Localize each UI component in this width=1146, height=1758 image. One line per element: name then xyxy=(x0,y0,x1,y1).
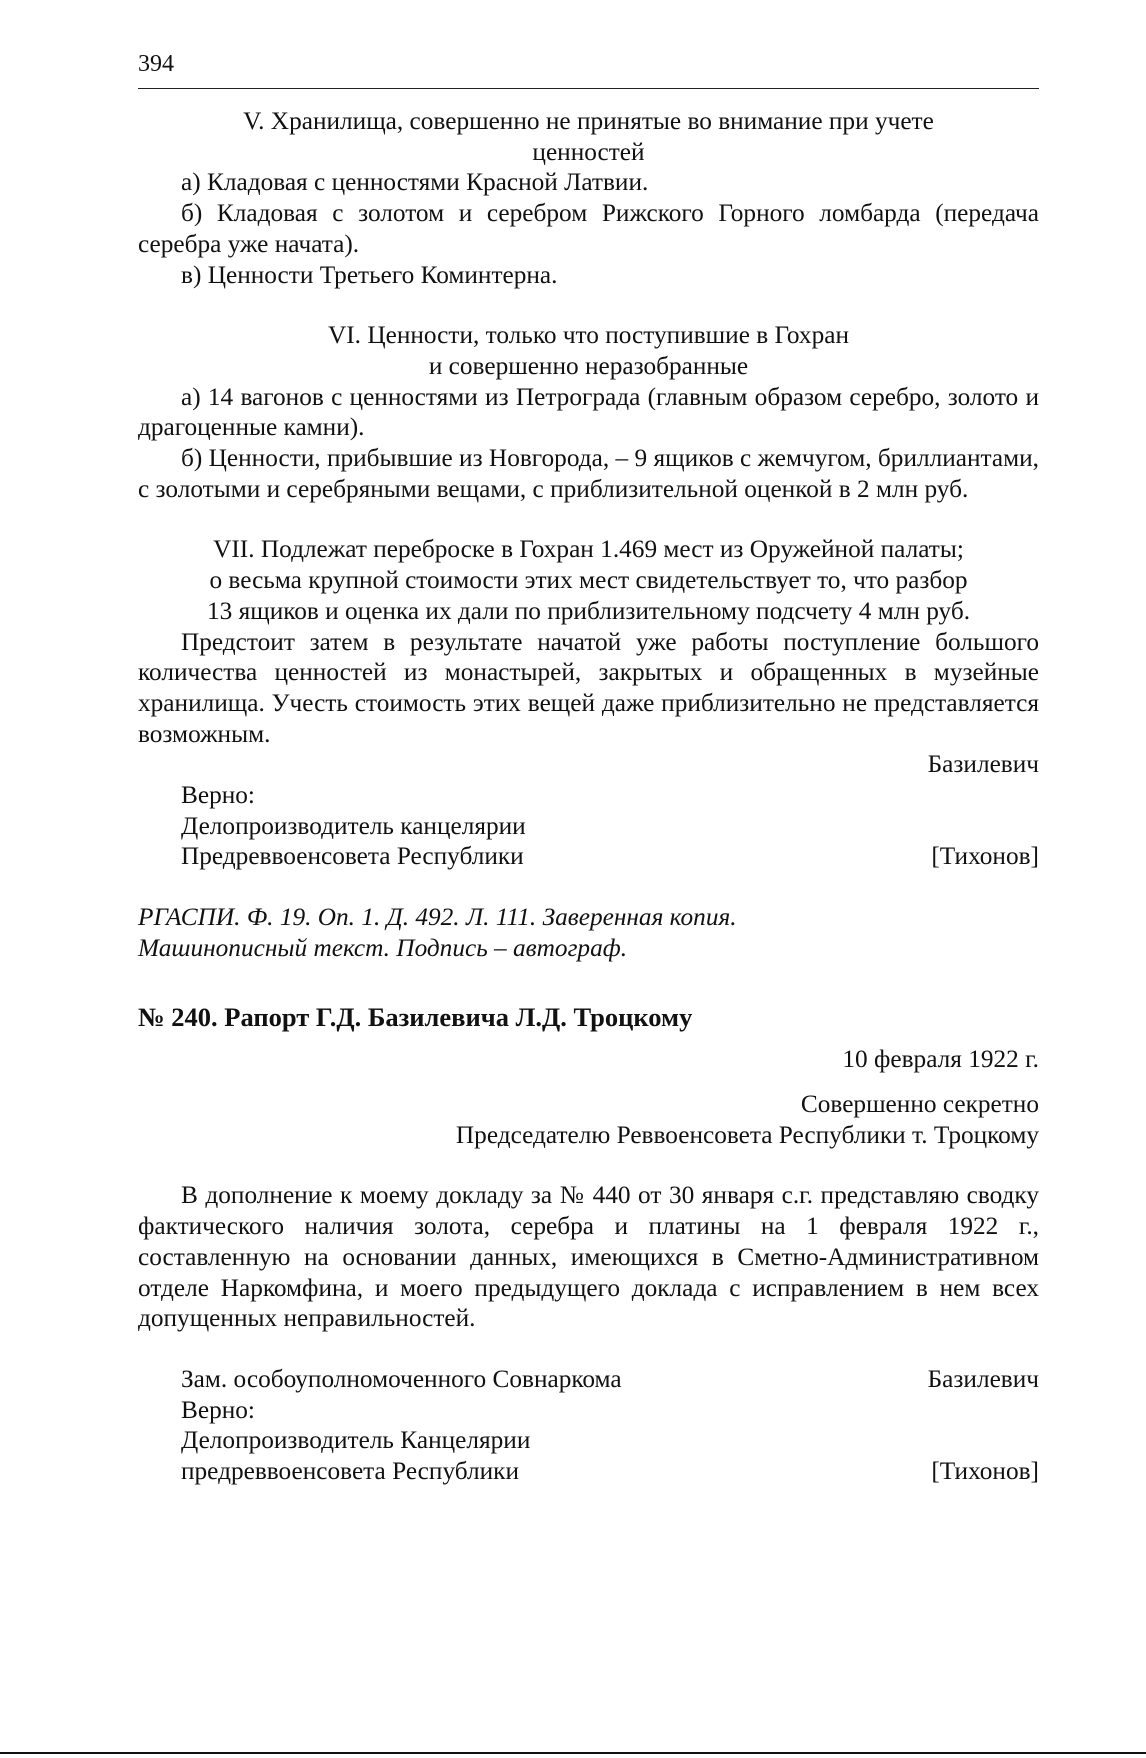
section-v-item-c: в) Ценности Третьего Коминтерна. xyxy=(181,260,558,289)
signatory-name-2: Базилевич xyxy=(927,1364,1039,1393)
page-content xyxy=(138,106,1039,1487)
clerk-title-line-2: Предреввоенсовета Республики xyxy=(181,842,524,871)
section-v-item-b: б) Кладовая с золотом и серебром Рижского Горного ломбарда (передача серебра уже начата). xyxy=(138,199,1039,258)
scan-bottom-edge xyxy=(0,1752,1146,1754)
spacer xyxy=(138,1334,1039,1364)
spacer xyxy=(138,1150,1039,1180)
certified-label-2: Верно: xyxy=(181,1395,255,1424)
archival-line-1: РГАСПИ. Ф. 19. Оп. 1. Д. 492. Л. 111. Заверенная копия. xyxy=(138,903,737,932)
archival-line-2: Машинописный текст. Подпись – автограф. xyxy=(138,933,628,962)
spacer xyxy=(138,1075,1039,1089)
archival-note xyxy=(138,902,1039,963)
spacer xyxy=(138,1032,1039,1044)
classification-stamp: Совершенно секретно xyxy=(800,1089,1039,1118)
signature-block-2 xyxy=(138,1364,1039,1487)
section-vii-line-2: о весьма крупной стоимости этих мест свидетельствует то, что разбор xyxy=(209,566,968,595)
document-title: № 240. Рапорт Г.Д. Базилевича Л.Д. Троцкому xyxy=(138,1001,693,1032)
certified-label: Верно: xyxy=(181,781,255,810)
section-vi-heading-cont: и совершенно неразобранные xyxy=(428,351,749,380)
section-vii-paragraph: Предстоит затем в результате начатой уже работы поступление большого количества ценностей из монастырей, закрытых и обращенных в музейные хранилища. Учесть стоимость этих вещей даже приблизительно не представляется возможным. xyxy=(138,627,1039,748)
signatory-position: Зам. особоуполномоченного Совнаркома xyxy=(181,1364,622,1393)
document-240 xyxy=(138,1002,1039,1334)
section-vii xyxy=(138,534,1039,749)
clerk-title-line-2-2: предреввоенсовета Республики xyxy=(181,1457,519,1486)
spacer xyxy=(138,964,1039,1002)
section-v-item-a: а) Кладовая с ценностями Красной Латвии. xyxy=(181,168,649,197)
spacer xyxy=(138,290,1039,320)
section-v xyxy=(138,106,1039,290)
spacer xyxy=(138,872,1039,902)
clerk-row xyxy=(138,841,1039,872)
section-v-heading-cont: ценностей xyxy=(532,137,645,166)
section-vii-line-3: 13 ящиков и оценка их дали по приблизительному подсчету 4 млн руб. xyxy=(206,596,971,625)
document-date: 10 февраля 1922 г. xyxy=(842,1045,1039,1074)
header-rule xyxy=(138,88,1039,89)
section-vii-line-1: VII. Подлежат переброске в Гохран 1.469 мест из Оружейной палаты; xyxy=(213,535,964,564)
section-vi-item-b: б) Ценности, прибывшие из Новгорода, – 9 ящиков с жемчугом, бриллиантами, с золотыми и серебряными вещами, с приблизительной оценкой в 2 млн руб. xyxy=(138,444,1039,503)
signatory-row xyxy=(138,1364,1039,1395)
document-body: В дополнение к моему докладу за № 440 от 30 января с.г. представляю сводку фактического наличия золота, серебра и платины на 1 февраля 1922 г., составленную на основании данных, имеющихся в Сметно-Административном отделе Наркомфина, и моего предыдущего доклада с исправлением в нем всех допущенных неправильностей. xyxy=(138,1181,1039,1333)
signatory-name: Базилевич xyxy=(927,750,1039,779)
section-vi-heading: VI. Ценности, только что поступившие в Гохран xyxy=(327,321,849,350)
signature-block-1 xyxy=(138,749,1039,872)
section-v-heading: V. Хранилища, совершенно не принятые во внимание при учете xyxy=(243,107,934,135)
clerk-name-2: [Тихонов] xyxy=(931,1457,1039,1486)
clerk-title-line-1-2: Делопроизводитель Канцелярии xyxy=(181,1426,531,1455)
clerk-name: [Тихонов] xyxy=(931,842,1039,871)
spacer xyxy=(138,504,1039,534)
page-number: 394 xyxy=(138,51,174,77)
addressee: Председателю Реввоенсовета Республики т. Троцкому xyxy=(455,1120,1039,1149)
clerk-row-2 xyxy=(138,1456,1039,1487)
clerk-title-line-1: Делопроизводитель канцелярии xyxy=(181,811,526,840)
section-vi xyxy=(138,320,1039,504)
section-vi-item-a: а) 14 вагонов с ценностями из Петрограда (главным образом серебро, золото и драгоценные камни). xyxy=(138,382,1039,442)
